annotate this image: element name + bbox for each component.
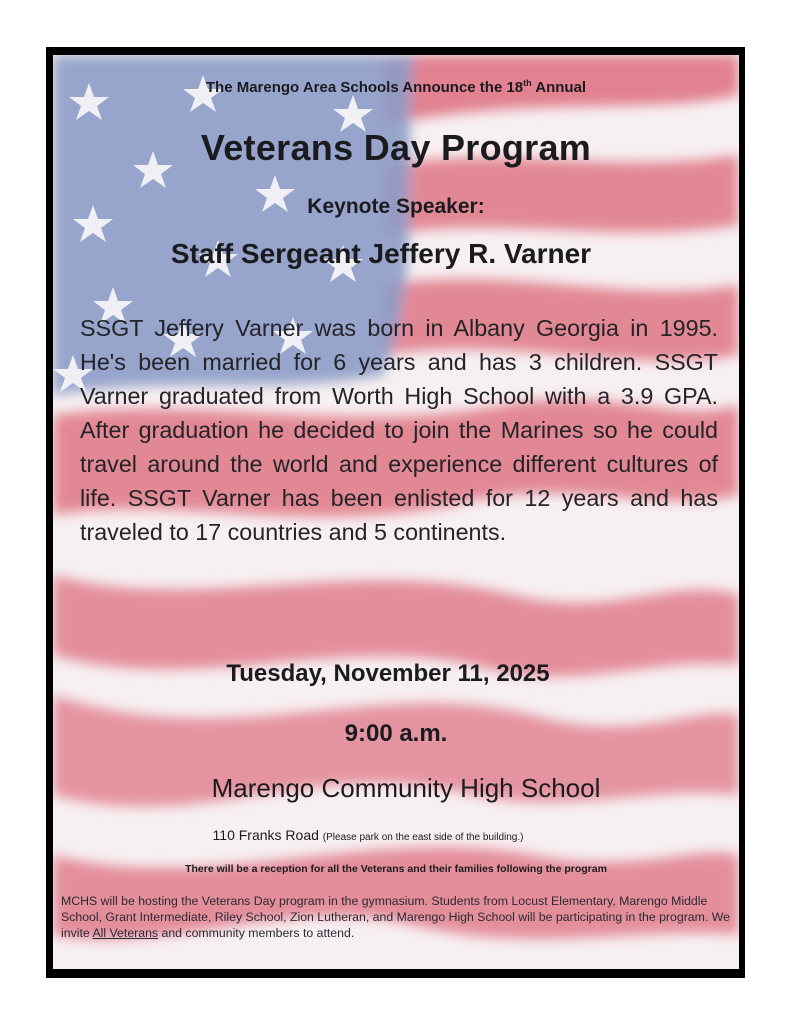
flyer <box>53 55 739 969</box>
event-location: Marengo Community High School <box>211 773 601 803</box>
speaker-name: Staff Sergeant Jeffery R. Varner <box>170 238 592 269</box>
announcement-text-end: Annual <box>531 79 587 96</box>
footer-emphasis: All Veterans <box>92 926 159 940</box>
announcement-text: The Marengo Area Schools Announce the 18 <box>205 79 524 96</box>
speaker-bio: SSGT Jeffery Varner was born in Albany Georgia in 1995. He's been married for 6 years and has 3 children. SSGT Varner graduated from Worth High School with a 3.9 GPA. After graduation he decided to join the Marines so he could travel around the world and experience different cultures of life. SSGT Varner has been enlisted for 12 years and has traveled to 17 countries and 5 continents. <box>80 315 718 545</box>
address-line <box>53 827 711 843</box>
street-address: 110 Franks Road <box>212 827 319 843</box>
event-date: Tuesday, November 11, 2025 <box>226 660 550 687</box>
footer-paragraph <box>61 893 737 941</box>
parking-note: (Please park on the east side of the building.) <box>322 832 524 843</box>
announcement-line <box>53 78 739 96</box>
event-time: 9:00 a.m. <box>344 720 448 747</box>
reception-note: There will be a reception for all the Veterans and their families following the program <box>185 863 607 875</box>
ordinal-suffix: th <box>523 78 532 88</box>
footer-text: MCHS will be hosting the Veterans Day program in the gymnasium. Students from Locust Elementary, Marengo Middle School, Grant Intermediate, Riley School, Zion Lutheran, and Marengo High School will be participating in the program. We invite <box>61 894 730 940</box>
program-title: Veterans Day Program <box>200 127 592 168</box>
footer-text-end: and community members to attend. <box>158 926 355 940</box>
keynote-label: Keynote Speaker: <box>307 195 485 218</box>
flyer-content <box>53 55 739 969</box>
